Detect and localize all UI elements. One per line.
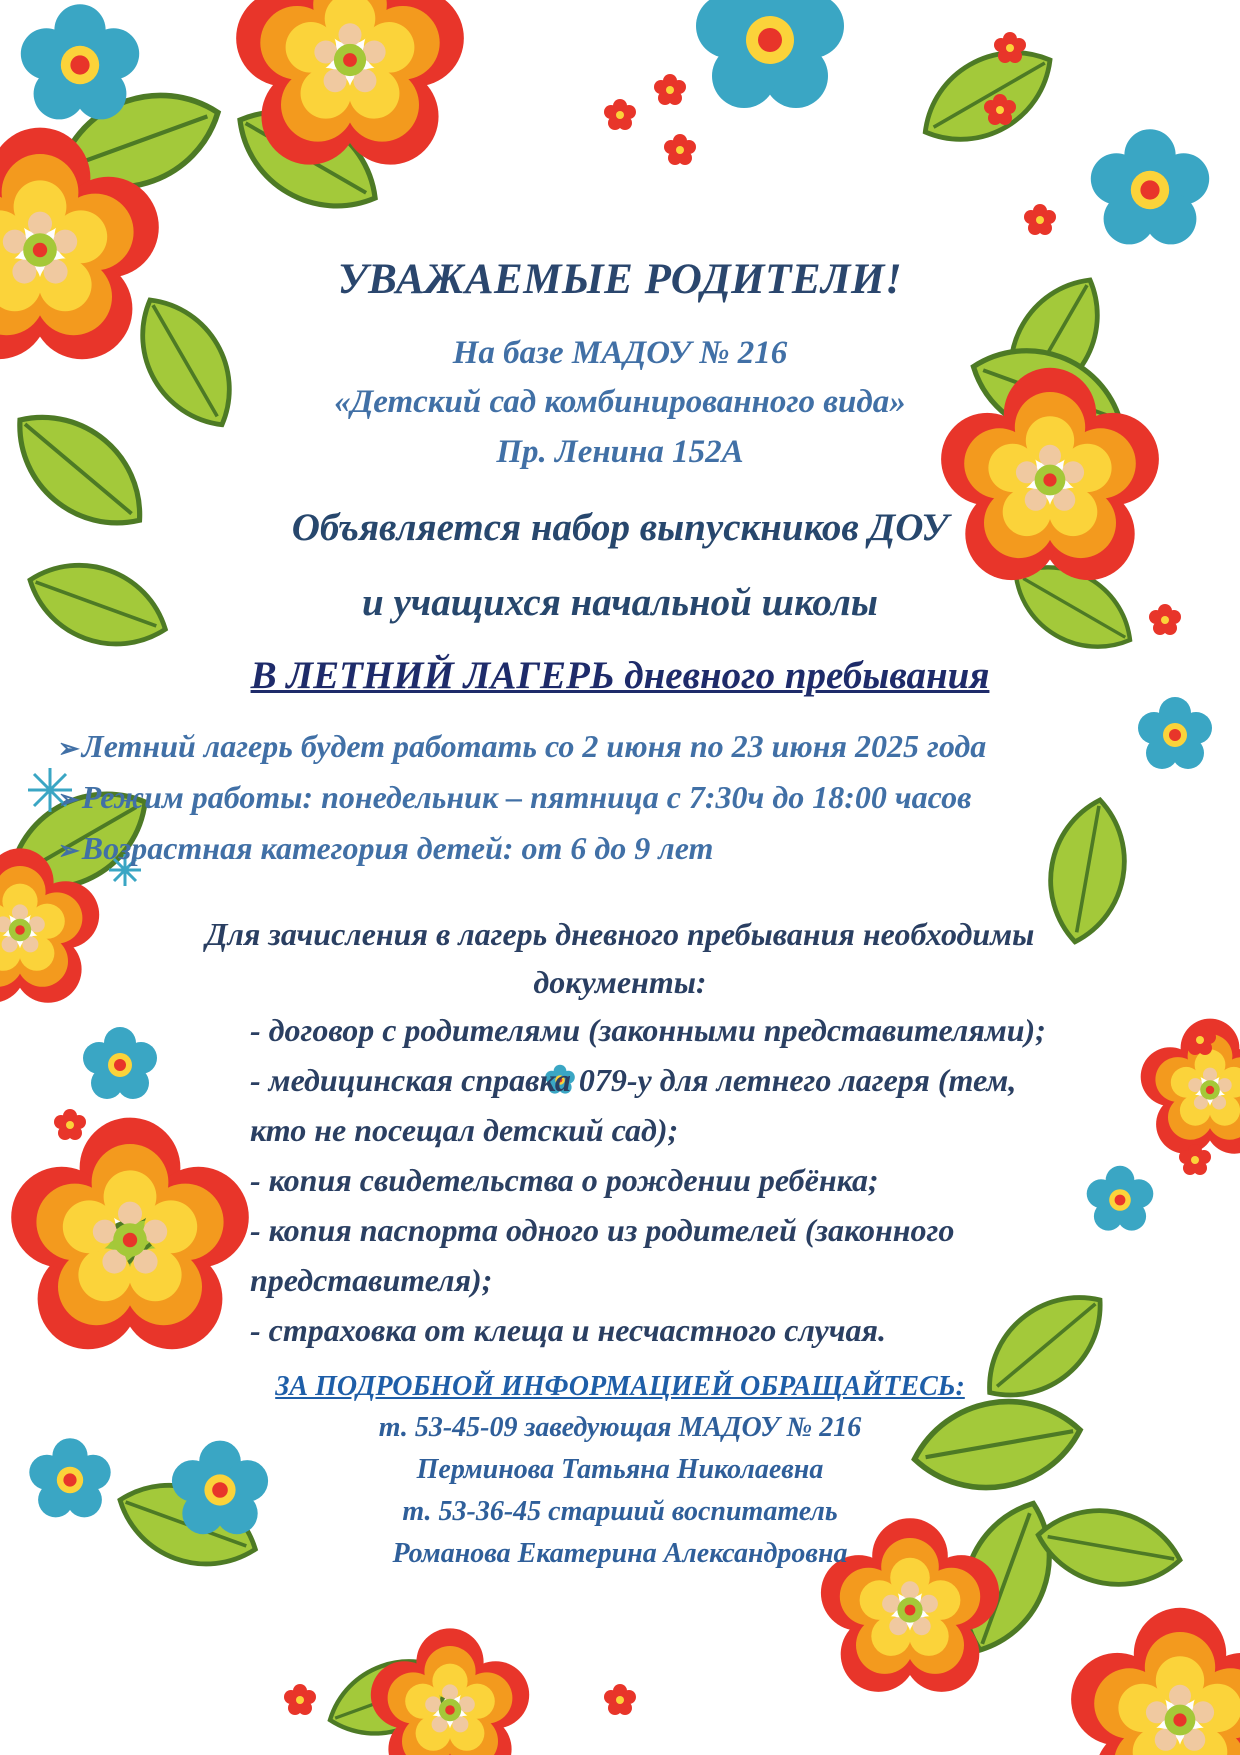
info-bullets bbox=[58, 722, 1178, 875]
contact-line: т. 53-36-45 старший воспитатель bbox=[402, 1496, 838, 1527]
org-address: Пр. Ленина 152А bbox=[496, 434, 744, 470]
list-item: ➢Режим работы: понедельник – пятница с 7:30ч до 18:00 часов bbox=[58, 779, 972, 815]
arrow-bullet-icon: ➢ bbox=[58, 734, 80, 763]
contacts-heading: ЗА ПОДРОБНОЙ ИНФОРМАЦИЕЙ ОБРАЩАЙТЕСЬ: bbox=[275, 1371, 965, 1402]
list-item: представителя); bbox=[250, 1262, 493, 1298]
org-line: «Детский сад комбинированного вида» bbox=[334, 384, 906, 420]
contact-name: Романова Екатерина Александровна bbox=[392, 1538, 848, 1569]
list-item: - копия свидетельства о рождении ребёнка; bbox=[250, 1162, 879, 1198]
documents-heading: Для зачисления в лагерь дневного пребывания необходимы документы: bbox=[205, 916, 1035, 1000]
page-title: УВАЖАЕМЫЕ РОДИТЕЛИ! bbox=[337, 256, 903, 303]
contact-line: т. 53-45-09 заведующая МАДОУ № 216 bbox=[378, 1412, 862, 1443]
list-item: - медицинская справка 079-у для летнего лагеря (тем, bbox=[250, 1062, 1017, 1098]
org-line: На базе МАДОУ № 216 bbox=[452, 335, 788, 371]
list-item: - страховка от клеща и несчастного случая. bbox=[250, 1312, 886, 1348]
announcement-line: и учащихся начальной школы bbox=[362, 581, 878, 624]
list-item: кто не посещал детский сад); bbox=[250, 1112, 679, 1148]
arrow-bullet-icon: ➢ bbox=[58, 785, 80, 814]
documents-list bbox=[250, 1005, 1170, 1355]
contact-name: Перминова Татьяна Николаевна bbox=[416, 1454, 824, 1485]
list-item: ➢Летний лагерь будет работать со 2 июня по 23 июня 2025 года bbox=[58, 728, 987, 764]
list-item: - договор с родителями (законными представителями); bbox=[250, 1012, 1046, 1048]
list-item: ➢Возрастная категория детей: от 6 до 9 лет bbox=[58, 830, 714, 866]
camp-heading: В ЛЕТНИЙ ЛАГЕРЬ дневного пребывания bbox=[250, 654, 990, 697]
announcement-line: Объявляется набор выпускников ДОУ bbox=[291, 506, 949, 549]
arrow-bullet-icon: ➢ bbox=[58, 836, 80, 865]
list-item: - копия паспорта одного из родителей (законного bbox=[250, 1212, 955, 1248]
